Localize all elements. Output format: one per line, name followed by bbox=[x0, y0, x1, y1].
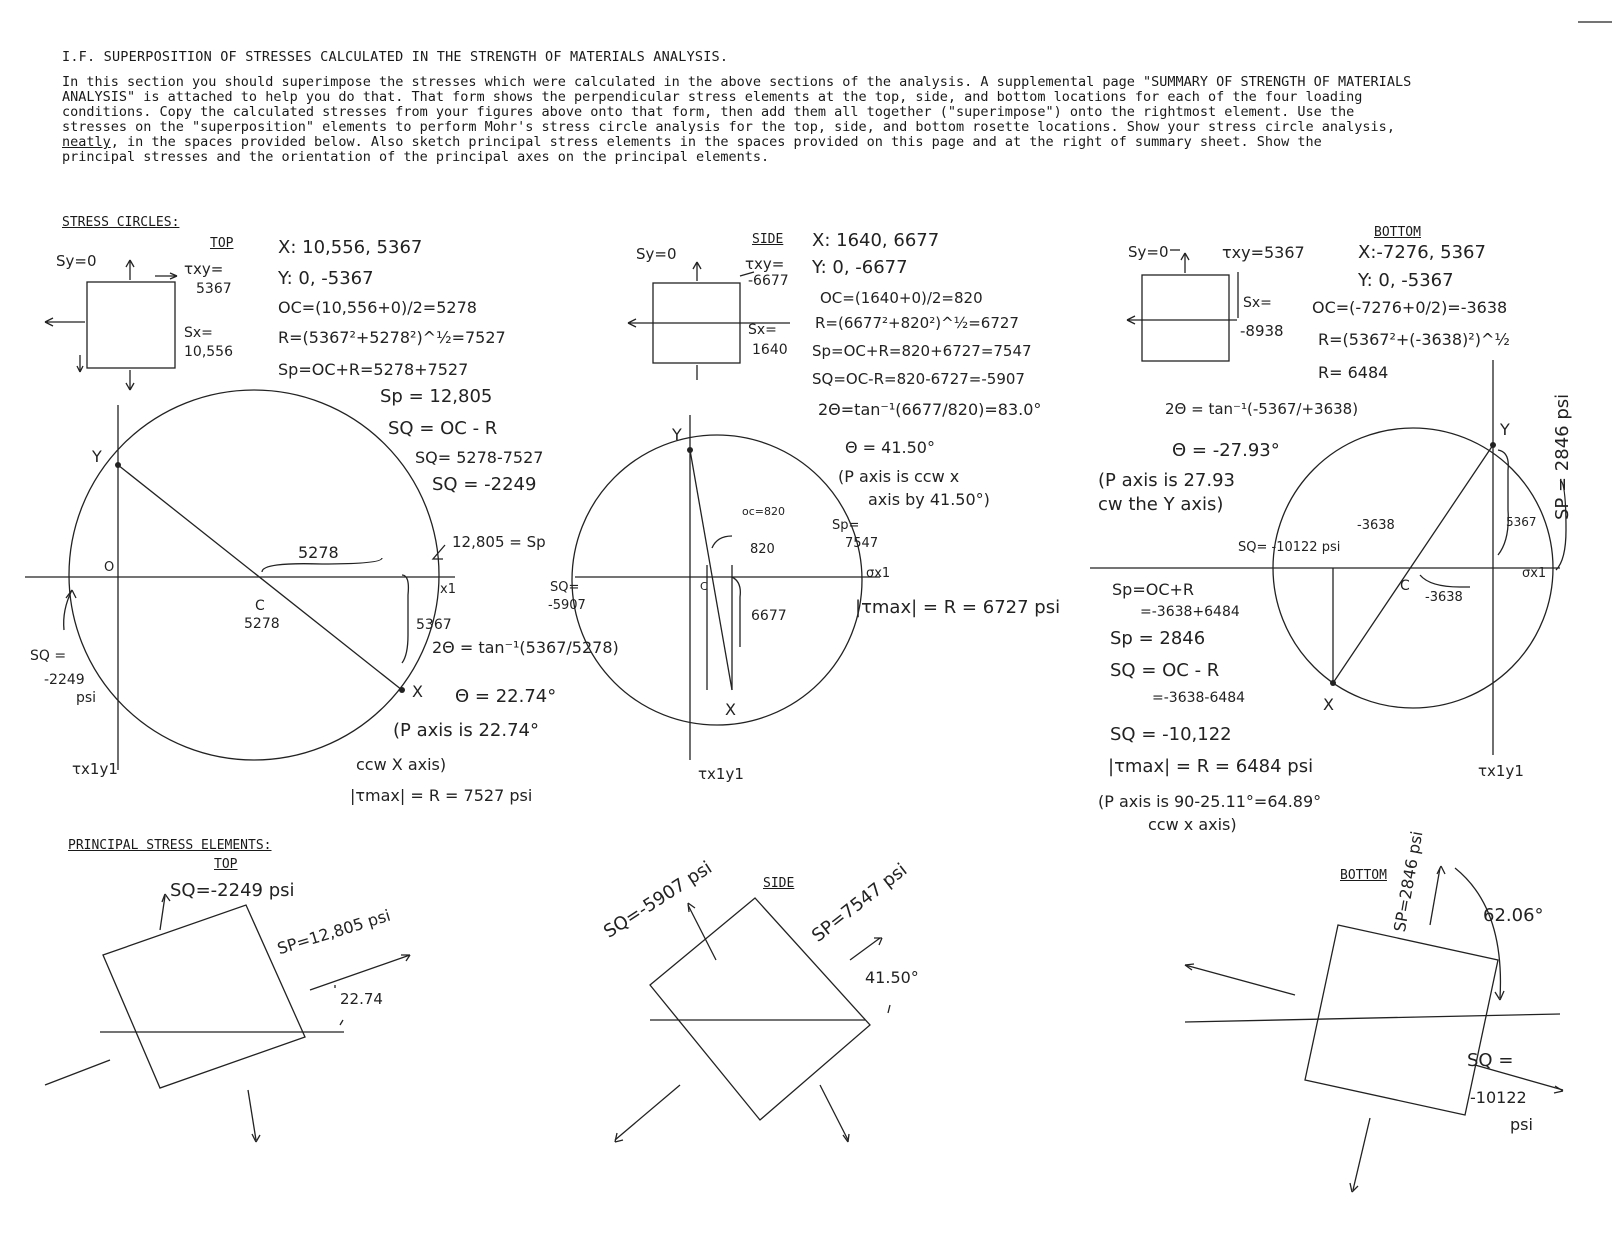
bottom-sx: Sx= bbox=[1243, 295, 1272, 311]
neatly-word: neatly bbox=[62, 134, 111, 150]
bottom-circle-c: C bbox=[1400, 578, 1410, 594]
side-tau-axis: τx1y1 bbox=[698, 765, 744, 783]
side-circle-c: C bbox=[700, 580, 708, 593]
top-circle-r-label: 5278 bbox=[298, 543, 339, 562]
side-sx-val: 1640 bbox=[752, 342, 788, 358]
principal-bottom-sq-unit: psi bbox=[1510, 1115, 1533, 1134]
principal-bottom-label: BOTTOM bbox=[1340, 868, 1387, 883]
bottom-circle-tau-seg: 5367 bbox=[1506, 515, 1537, 529]
principal-side-angle: 41.50° bbox=[865, 968, 919, 987]
principal-top-angle: 22.74 bbox=[340, 990, 383, 1008]
top-calc-sp1: Sp=OC+R=5278+7527 bbox=[278, 360, 469, 379]
bottom-res-tmax: |τmax| = R = 6484 psi bbox=[1108, 756, 1314, 777]
bottom-theta: Θ = -27.93° bbox=[1172, 440, 1280, 461]
para-line-4: stresses on the "superposition" elements to perform Mohr's stress circle analysis for the top, side, and bottom rosette locations. Show your stress circle analysis, bbox=[62, 119, 1395, 135]
bottom-circle-oc: -3638 bbox=[1357, 518, 1395, 533]
bottom-circle-sp-side: SP = 2846 psi bbox=[1552, 393, 1573, 520]
side-circle-oc: oc=820 bbox=[742, 505, 785, 518]
top-calc-y: Y: 0, -5367 bbox=[278, 268, 374, 289]
bottom-res-paxis-1: (P axis is 90-25.11°=64.89° bbox=[1098, 792, 1322, 811]
bottom-sx-val: -8938 bbox=[1240, 322, 1284, 340]
bottom-label: BOTTOM bbox=[1374, 225, 1421, 240]
bottom-angle-eq: 2Θ = tan⁻¹(-5367/+3638) bbox=[1165, 400, 1359, 418]
top-principal-element bbox=[103, 905, 305, 1088]
top-calc-oc: OC=(10,556+0)/2=5278 bbox=[278, 298, 477, 317]
principal-bottom-angle: 62.06° bbox=[1483, 905, 1544, 926]
bottom-calc-x: X:-7276, 5367 bbox=[1358, 242, 1486, 263]
bottom-res-sp3: Sp = 2846 bbox=[1110, 628, 1206, 649]
side-txy-val: -6677 bbox=[748, 273, 789, 289]
bottom-circle-sq: SQ= -10122 psi bbox=[1238, 540, 1341, 555]
side-calc-paxis-2: axis by 41.50°) bbox=[868, 490, 990, 509]
side-calc-r: R=(6677²+820²)^½=6727 bbox=[815, 314, 1019, 332]
side-mohr-circle bbox=[572, 435, 862, 725]
bottom-calc-r2: R= 6484 bbox=[1318, 363, 1389, 382]
side-circle-sq-val: -5907 bbox=[548, 598, 586, 613]
principal-side-sp: SP=7547 psi bbox=[808, 859, 912, 947]
bottom-txy: τxy=5367 bbox=[1222, 243, 1305, 262]
side-circle-sq: SQ= bbox=[550, 580, 580, 595]
side-calc-2theta: 2Θ=tan⁻¹(6677/820)=83.0° bbox=[818, 400, 1042, 419]
side-sx: Sx= bbox=[748, 322, 777, 338]
top-stress-element bbox=[87, 282, 175, 368]
top-calc-sq1: SQ = OC - R bbox=[388, 418, 498, 439]
top-tmax: |τmax| = R = 7527 psi bbox=[350, 786, 533, 805]
side-calc-paxis-1: (P axis is ccw x bbox=[838, 467, 960, 486]
top-circle-c-val: 5278 bbox=[244, 616, 280, 632]
principal-side-sq: SQ=-5907 psi bbox=[600, 857, 716, 943]
bottom-principal-element bbox=[1305, 925, 1498, 1115]
top-circle-sp: 12,805 = Sp bbox=[452, 533, 546, 551]
bottom-calc-oc: OC=(-7276+0/2)=-3638 bbox=[1312, 298, 1508, 317]
side-calc-sp: Sp=OC+R=820+6727=7547 bbox=[812, 342, 1032, 360]
side-sy: Sy=0 bbox=[636, 245, 677, 263]
top-calc-sq3: SQ = -2249 bbox=[432, 474, 537, 495]
side-circle-tau-seg: 6677 bbox=[751, 608, 787, 624]
bottom-tau-axis: τx1y1 bbox=[1478, 762, 1524, 780]
top-sx: Sx= bbox=[184, 325, 213, 341]
top-paxis-1: (P axis is 22.74° bbox=[393, 720, 540, 741]
bottom-paxis-1: (P axis is 27.93 bbox=[1098, 470, 1236, 491]
principal-bottom-sp: SP=2846 psi bbox=[1390, 829, 1427, 934]
top-circle-sq-unit: psi bbox=[76, 690, 97, 706]
bottom-res-sp2: =-3638+6484 bbox=[1140, 604, 1240, 620]
principal-bottom-sq: SQ = bbox=[1467, 1050, 1514, 1071]
top-circle-tau-seg: 5367 bbox=[416, 617, 452, 633]
side-circle-y: Y bbox=[672, 425, 682, 444]
side-circle-x: X bbox=[725, 700, 736, 719]
bottom-stress-element bbox=[1142, 275, 1229, 361]
bottom-circle-x1: σx1 bbox=[1522, 566, 1547, 581]
side-circle-c-val: 820 bbox=[750, 542, 775, 557]
bottom-res-paxis-2: ccw x axis) bbox=[1148, 815, 1237, 834]
principal-top-sq: SQ=-2249 psi bbox=[170, 880, 295, 901]
bottom-circle-c-val: -3638 bbox=[1425, 590, 1463, 605]
top-mohr-circle bbox=[69, 390, 439, 760]
principal-top-sp: SP=12,805 psi bbox=[275, 905, 393, 959]
top-sx-val: 10,556 bbox=[184, 344, 233, 360]
side-circle-sp-val: 7547 bbox=[845, 536, 879, 551]
top-circle-x: X bbox=[412, 682, 423, 701]
top-circle-o: O bbox=[104, 560, 115, 575]
bottom-res-sq3: SQ = -10,122 bbox=[1110, 724, 1232, 745]
top-calc-sp2: Sp = 12,805 bbox=[380, 386, 493, 407]
bottom-paxis-2: cw the Y axis) bbox=[1098, 494, 1224, 515]
para-line-5-rest: , in the spaces provided below. Also sketch principal stress elements in the spaces provided on this page and at the right of summary sheet. Show the bbox=[110, 134, 1322, 150]
top-calc-r: R=(5367²+5278²)^½=7527 bbox=[278, 328, 506, 347]
top-circle-y: Y bbox=[92, 447, 102, 466]
side-circle-sp: Sp= bbox=[832, 518, 860, 533]
para-line-3: conditions. Copy the calculated stresses from your figures above onto that form, then add them all together ("superimpose") onto the rightmost element. Use the bbox=[62, 104, 1355, 120]
top-angle-eq: 2Θ = tan⁻¹(5367/5278) bbox=[432, 638, 619, 657]
bottom-calc-r1: R=(5367²+(-3638)²)^½ bbox=[1318, 330, 1510, 349]
bottom-res-sp1: Sp=OC+R bbox=[1112, 580, 1195, 599]
bottom-calc-y: Y: 0, -5367 bbox=[1358, 270, 1454, 291]
principal-top-label: TOP bbox=[214, 857, 238, 872]
bottom-res-sq2: =-3638-6484 bbox=[1152, 690, 1246, 706]
side-label: SIDE bbox=[752, 232, 784, 247]
top-circle-sq-val: -2249 bbox=[44, 672, 85, 688]
para-line-6: principal stresses and the orientation of the principal axes on the principal elements. bbox=[62, 149, 770, 165]
top-txy-val: 5367 bbox=[196, 281, 232, 297]
top-calc-x: X: 10,556, 5367 bbox=[278, 237, 423, 258]
top-circle-x1: x1 bbox=[440, 582, 456, 597]
side-calc-theta: Θ = 41.50° bbox=[845, 438, 935, 457]
section-heading: I.F. SUPERPOSITION OF STRESSES CALCULATED IN THE STRENGTH OF MATERIALS ANALYSIS. bbox=[62, 49, 729, 65]
top-paxis-2: ccw X axis) bbox=[356, 755, 447, 774]
top-txy: τxy= bbox=[184, 260, 224, 278]
side-txy: τxy= bbox=[745, 255, 785, 273]
top-theta: Θ = 22.74° bbox=[455, 686, 557, 707]
side-circle-x1: σx1 bbox=[866, 566, 891, 581]
bottom-res-sq1: SQ = OC - R bbox=[1110, 660, 1220, 681]
principal-bottom-sq-val: -10122 bbox=[1470, 1088, 1527, 1107]
side-calc-x: X: 1640, 6677 bbox=[812, 230, 940, 251]
bottom-circle-x: X bbox=[1323, 695, 1334, 714]
para-line-1: In this section you should superimpose the stresses which were calculated in the above sections of the analysis. A supplemental page "SUMMARY OF STRENGTH OF MATERIALS bbox=[62, 74, 1412, 90]
bottom-circle-y: Y bbox=[1500, 420, 1510, 439]
top-circle-sq: SQ = bbox=[30, 648, 67, 664]
side-calc-y: Y: 0, -6677 bbox=[812, 257, 908, 278]
top-circle-c: C bbox=[255, 598, 265, 614]
bottom-sy: Sy=0 bbox=[1128, 243, 1169, 261]
para-line-2: ANALYSIS" is attached to help you do that. That form shows the perpendicular stress elements at the top, side, and bottom locations for each of the four loading bbox=[62, 89, 1363, 105]
principal-elements-title: PRINCIPAL STRESS ELEMENTS: bbox=[68, 838, 272, 853]
side-calc-sq: SQ=OC-R=820-6727=-5907 bbox=[812, 370, 1025, 388]
top-sy: Sy=0 bbox=[56, 252, 97, 270]
principal-side-label: SIDE bbox=[763, 876, 795, 891]
side-calc-oc: OC=(1640+0)/2=820 bbox=[820, 289, 983, 307]
top-calc-sq2: SQ= 5278-7527 bbox=[415, 448, 544, 467]
stress-circles-title: STRESS CIRCLES: bbox=[62, 215, 180, 230]
side-tmax: |τmax| = R = 6727 psi bbox=[855, 597, 1061, 618]
top-label: TOP bbox=[210, 236, 234, 251]
top-tau-axis: τx1y1 bbox=[72, 760, 118, 778]
